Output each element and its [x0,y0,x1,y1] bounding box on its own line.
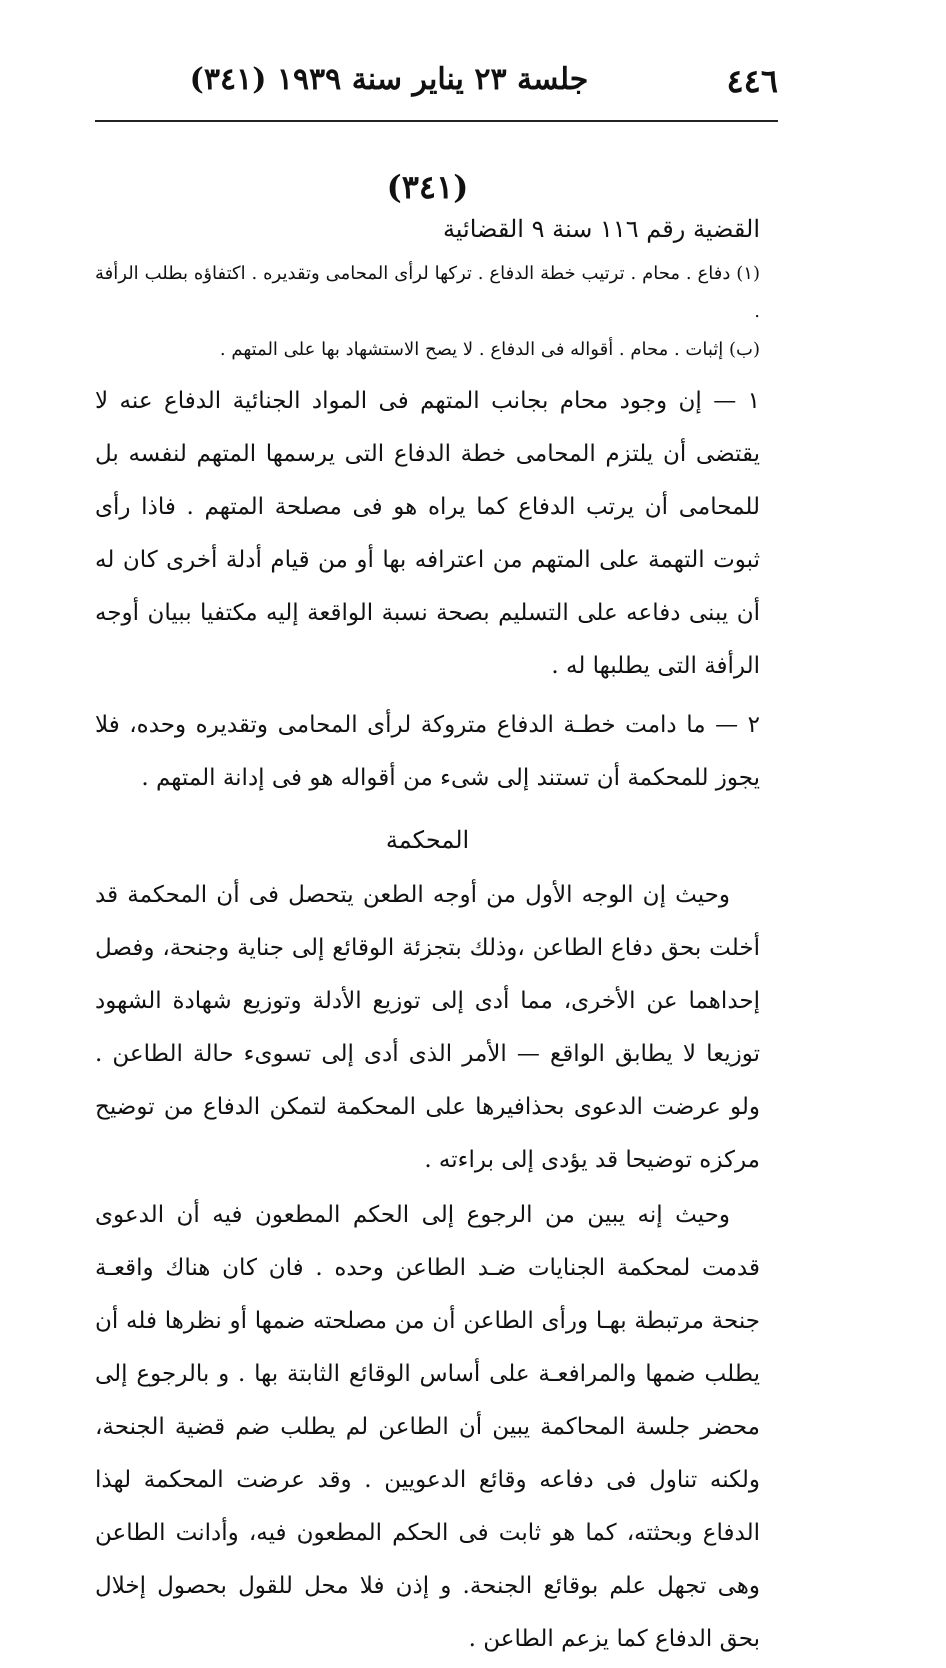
page-content [95,165,760,1668]
page-number: ٤٤٦ [726,62,778,100]
principle-paragraph: ١ — إن وجود محام بجانب المتهم فى المواد الجنائية الدفاع عنه لا يقتضى أن يلتزم المحامى خطة الدفاع التى يرسمها المتهم لنفسه بل للمحامى أن يرتب الدفاع كما يراه هو فى مصلحة المتهم . فاذا رأى ثبوت التهمة على المتهم من اعترافه بها أو من قيام أدلة أخرى كان له أن يبنى دفاعه على التسليم بصحة نسبة الواقعة إليه مكتفيا ببيان أوجه الرأفة التى يطلبها له . [95,388,760,679]
legal-principle [95,375,760,693]
body-paragraph: وحيث إنه يبين من الرجوع إلى الحكم المطعون فيه أن الدعوى قدمت لمحكمة الجنايات ضـد الطاعن وحده . فان كان هناك واقعـة جنحة مرتبطة بهـا ورأى الطاعن أن من مصلحته ضمها أو نظرها فله أن يطلب ضمها والمرافعـة على أساس الوقائع الثابتة بها . و بالرجوع إلى محضر جلسة المحاكمة يبين أن الطاعن لم يطلب ضم قضية الجنحة، ولكنه تناول فى دفاعه وقائع الدعويين . وقد عرضت المحكمة لهذا الدفاع وبحثته، كما هو ثابت فى الحكم المطعون فيه، وأدانت الطاعن وهى تجهل علم بوقائع الجنحة. و إذن فلا محل للقول بحصول إخلال بحق الدفاع كما يزعم الطاعن . [95,1202,760,1652]
case-summary [95,255,760,369]
summary-line: (١) دفاع . محام . ترتيب خطة الدفاع . تركها لرأى المحامى وتقديره . اكتفاؤه بطلب الرأفة . [95,263,760,322]
principle-paragraph: ٢ — ما دامت خطـة الدفاع متروكة لرأى المحامى وتقديره وحده، فلا يجوز للمحكمة أن تستند إلى شىء من أقواله هو فى إدانة المتهم . [95,712,760,791]
case-reference: القضية رقم ١١٦ سنة ٩ القضائية [442,215,760,243]
running-title: جلسة ٢٣ يناير سنة ١٩٣٩ (٣٤١) [189,62,589,97]
summary-line: (ب) إثبات . محام . أقواله فى الدفاع . لا يصح الاستشهاد بها على المتهم . [219,339,760,360]
header-divider [95,120,778,122]
court-section-title: المحكمة [385,826,470,854]
legal-principle [95,699,760,805]
case-number: (٣٤١) [386,168,469,206]
page-header [95,62,778,112]
body-paragraph: وحيث إن الوجه الأول من أوجه الطعن يتحصل فى أن المحكمة قد أخلت بحق دفاع الطاعن ،وذلك بتجزئة الوقائع إلى جناية وجنحة، وفصل إحداهما عن الأخرى، مما أدى إلى توزيع الأدلة وتوزيع شهادة الشهود توزيعا لا يطابق الواقع — الأمر الذى أدى إلى تسوىء حالة الطاعن . ولو عرضت الدعوى بحذافيرها على المحكمة لتمكن الدفاع من توضيح مركزه توضيحا قد يؤدى إلى براءته . [95,882,760,1173]
